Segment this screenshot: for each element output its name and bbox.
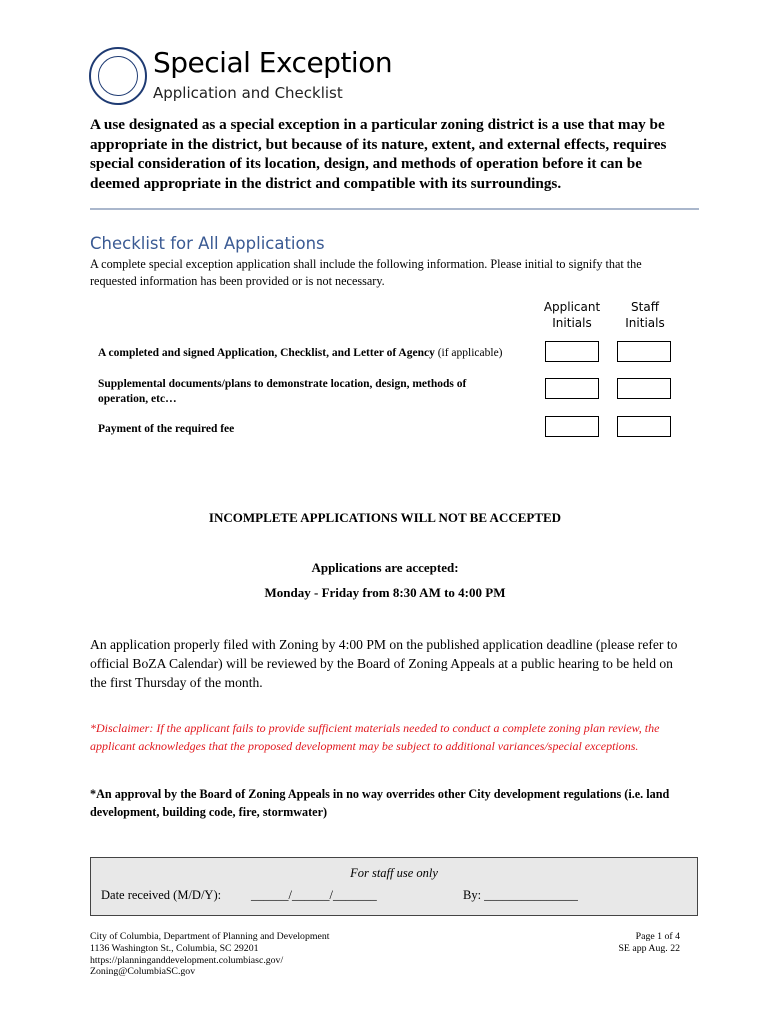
seal-inner-ring — [98, 56, 138, 96]
applicant-initials-header: Applicant Initials — [543, 300, 601, 330]
received-by-field[interactable]: By: _______________ — [463, 888, 578, 902]
page-title: Special Exception — [153, 46, 393, 79]
intro-paragraph: A use designated as a special exception in a particular zoning district is a use that may be appropriate in the district, but because of its nature, extent, and external effects, requires special consideration of its location, design, and methods of operation before it can be deemed appropriate in the district and compatible with its surroundings. — [90, 116, 667, 192]
date-received-field[interactable]: ______/______/_______ — [251, 888, 377, 902]
footer-address: City of Columbia, Department of Planning and Development 1136 Washington St., Columbia, SC 29201 https://planninganddevelopment.columbiasc.gov/ Zoning@ColumbiaSC.gov — [90, 931, 330, 978]
staff-initials-field-3[interactable] — [617, 416, 671, 437]
hours-heading: Applications are accepted: — [311, 560, 459, 575]
hours-detail: Monday - Friday from 8:30 AM to 4:00 PM — [264, 585, 506, 600]
checklist-item-supplemental: Supplemental documents/plans to demonstrate location, design, methods of operation, etc… — [98, 378, 467, 405]
staff-initials-field-2[interactable] — [617, 378, 671, 399]
staff-use-box — [90, 857, 698, 916]
incomplete-notice: INCOMPLETE APPLICATIONS WILL NOT BE ACCEPTED — [208, 510, 562, 525]
checklist-item-fee: Payment of the required fee — [98, 423, 235, 435]
checklist-description: A complete special exception application shall include the following information. Please initial to signify that the requested information has been provided or is not necessary. — [90, 257, 642, 288]
staff-initials-field-1[interactable] — [617, 341, 671, 362]
footer-page-info: Page 1 of 4 SE app Aug. 22 — [618, 931, 680, 954]
section-divider — [90, 208, 699, 210]
applicant-initials-field-1[interactable] — [545, 341, 599, 362]
hearing-paragraph: An application properly filed with Zoning by 4:00 PM on the published application deadline (please refer to official BoZA Calendar) will be reviewed by the Board of Zoning Appeals at a public hearing to be held on the first Thursday of the month. — [90, 637, 678, 690]
footer-email-link[interactable]: Zoning@ColumbiaSC.gov — [90, 966, 196, 978]
applicant-initials-field-2[interactable] — [545, 378, 599, 399]
staff-use-heading: For staff use only — [350, 866, 438, 880]
applicant-initials-field-3[interactable] — [545, 416, 599, 437]
checklist-heading: Checklist for All Applications — [90, 234, 325, 253]
footer-website-link[interactable]: https://planninganddevelopment.columbiasc.gov/ — [90, 954, 284, 966]
page-subtitle: Application and Checklist — [153, 84, 343, 102]
date-received-label: Date received (M/D/Y): — [101, 888, 222, 902]
staff-initials-header: Staff Initials — [625, 300, 665, 330]
checklist-item-application: A completed and signed Application, Checklist, and Letter of Agency (if applicable) — [98, 347, 503, 359]
disclaimer-text: *Disclaimer: If the applicant fails to provide sufficient materials needed to conduct a complete zoning plan review, the applicant acknowledges that the proposed development may be subject to additional variances/special exceptions. — [90, 721, 660, 753]
city-seal-icon — [89, 47, 147, 105]
approval-note: *An approval by the Board of Zoning Appeals in no way overrides other City development regulations (i.e. land development, building code, fire, stormwater) — [90, 787, 670, 819]
